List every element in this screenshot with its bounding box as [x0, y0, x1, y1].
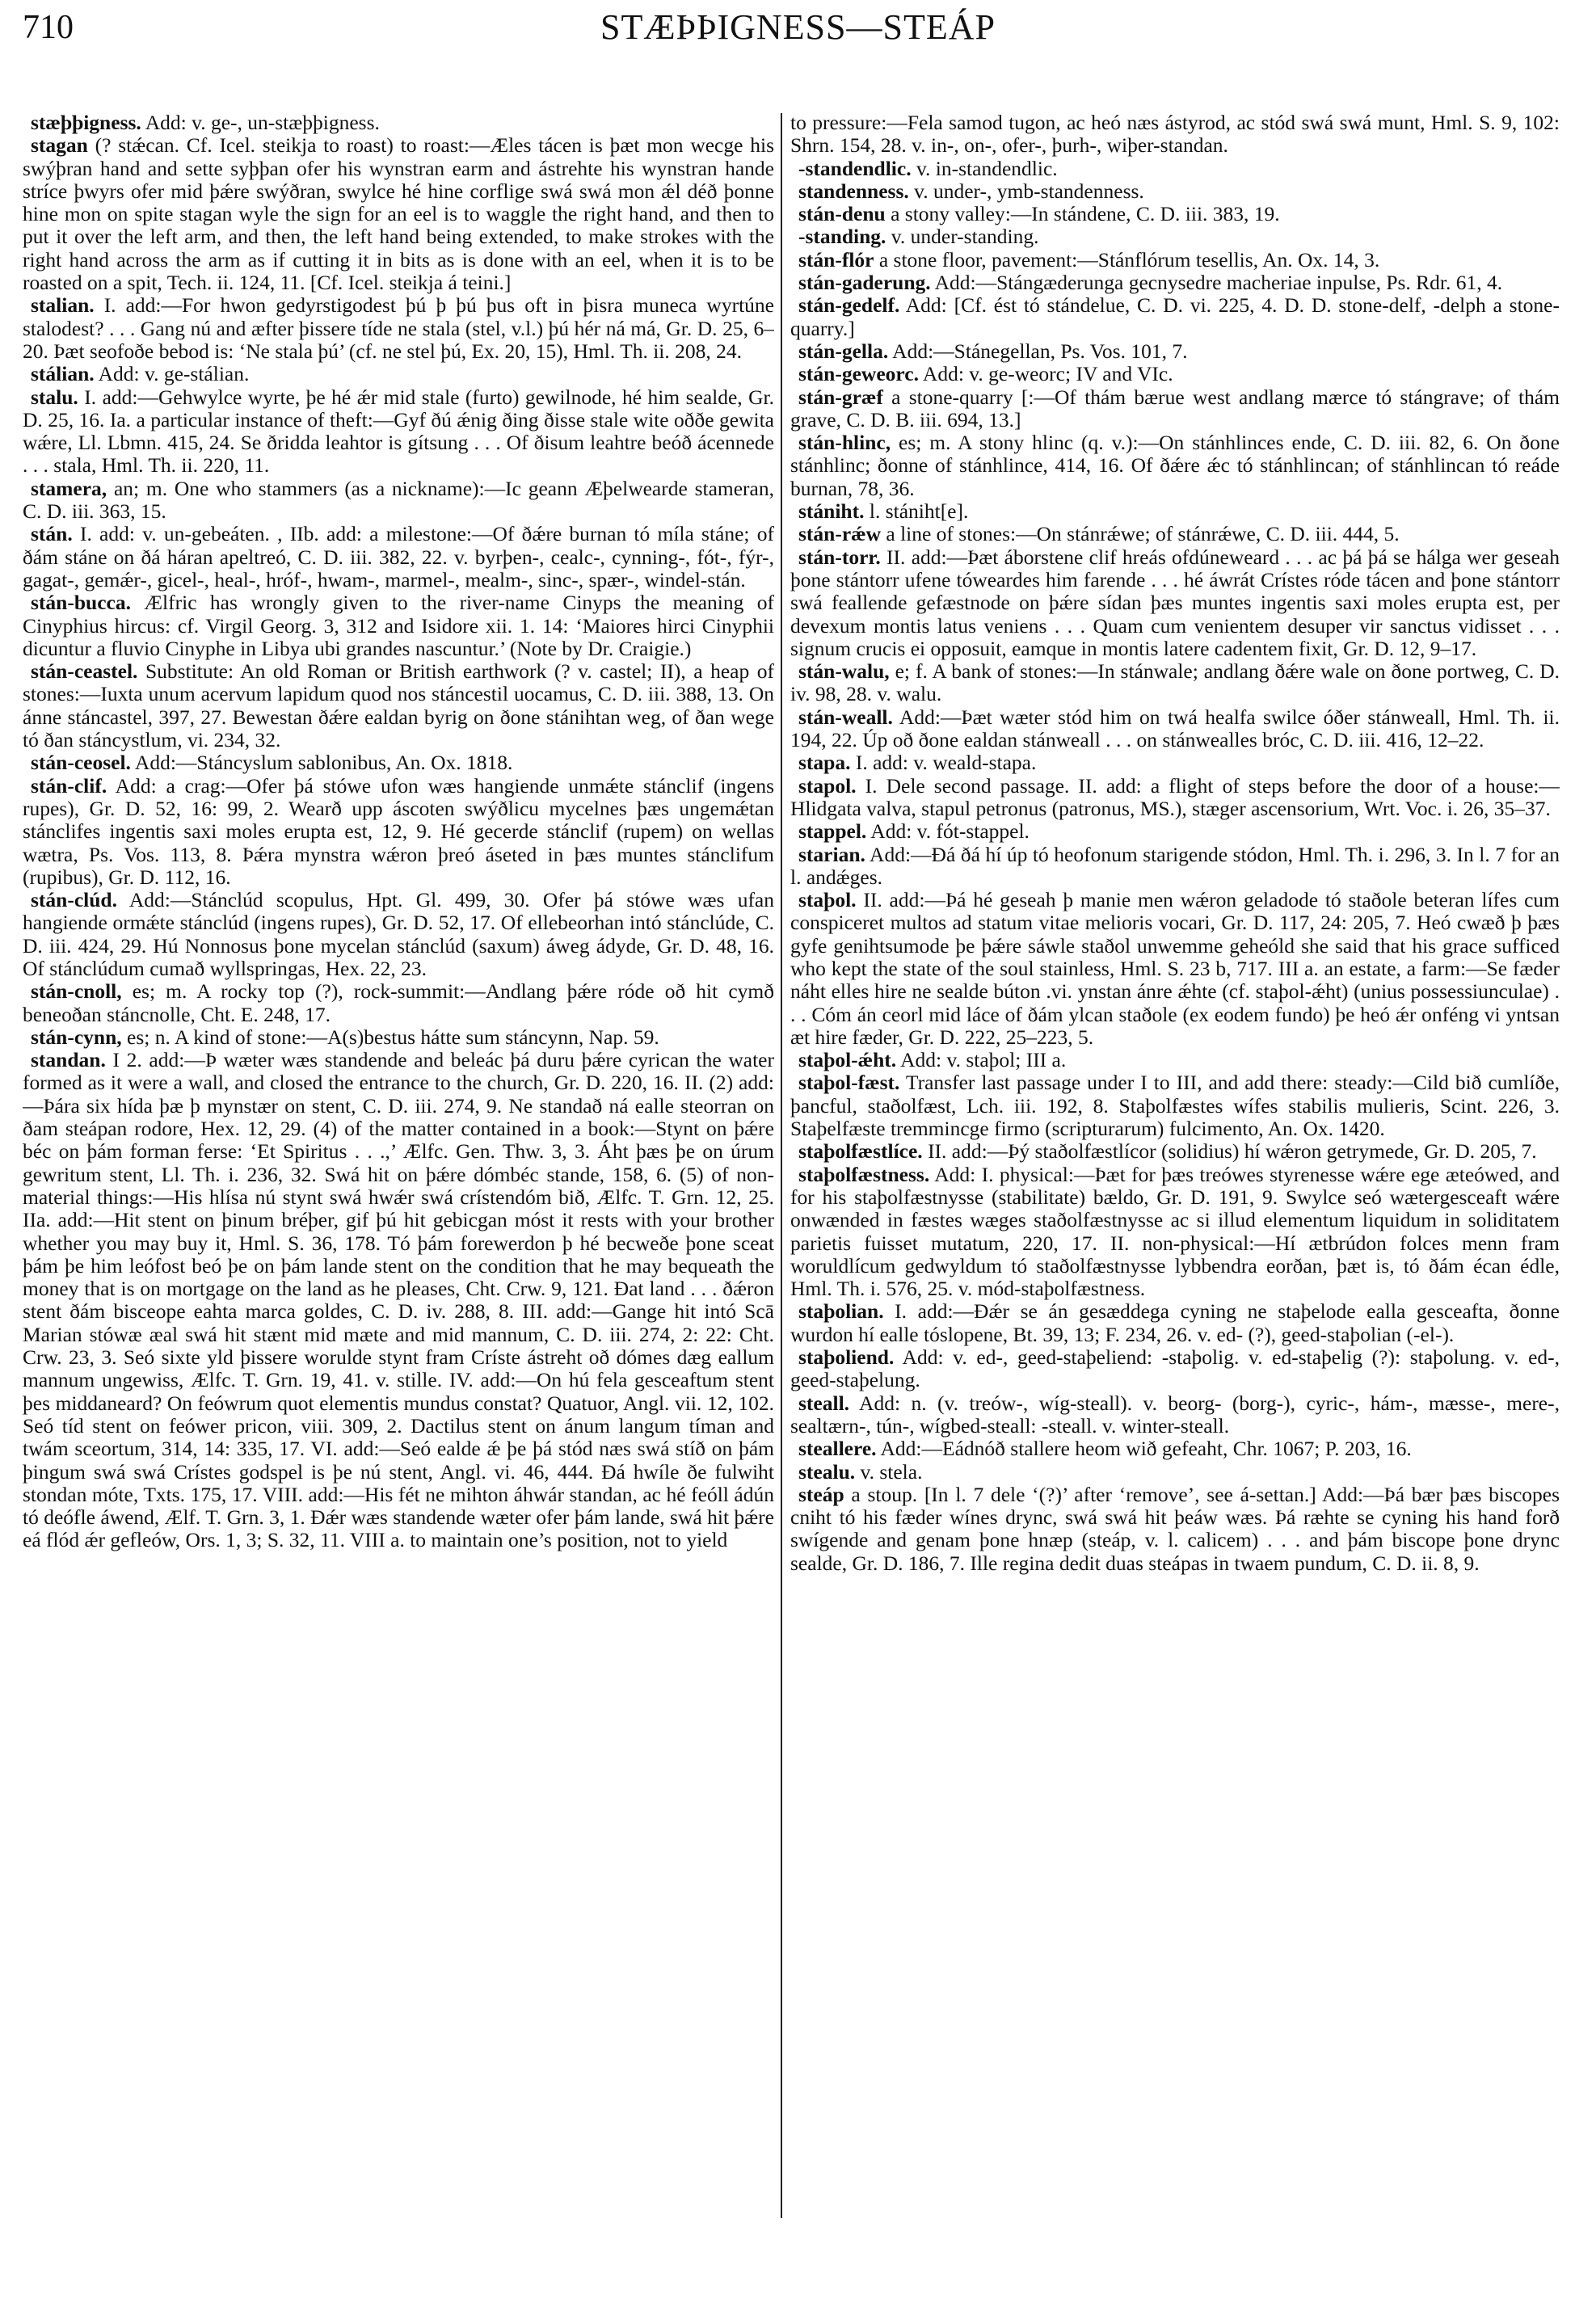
entry-body: Add: I. physical:—Þæt for þæs treówes styrenesse wǽre ege æteówed, and for his staþolfæstnysse (stabilitate) bældo, Gr. D. 191, 9. Swylce seó wætergesceaft wǽre onwænded in fæstes wæges staðolfæstnysse ac si illud elementum liquidum in soliditatem parietis fuisset mutatum, 220, 17. II. non-physical:—Hí ætbrúdon folces menn fram woruldlícum gedwyldum tó staðolfæstnysse lybbendra eorðan, þæt is, tó ðám écan édle, Hml. Th. i. 576, 25. v. mód-staþolfæstness.: [790, 1162, 1560, 1301]
dictionary-entry: [790, 1140, 1560, 1163]
entry-headword: stán-ceosel.: [31, 751, 131, 775]
dictionary-entry: [790, 294, 1560, 340]
entry-headword: staþol.: [798, 888, 857, 912]
entry-headword: standan.: [31, 1048, 106, 1072]
entry-headword: stán-geweorc.: [798, 362, 919, 386]
entry-headword: stán-gedelf.: [798, 293, 900, 318]
entry-body: Add: [Cf. ést tó stándelue, C. D. vi. 225, 4. D. D. stone-delf, -delph a stone-quarry.]: [790, 293, 1560, 340]
entry-headword: staþol-fæst.: [798, 1071, 900, 1095]
dictionary-entry: [790, 820, 1560, 843]
entry-body: a stony valley:—In stándene, C. D. iii. 383, 19.: [885, 202, 1280, 226]
dictionary-entry: [790, 225, 1560, 248]
entry-headword: stæþþigness.: [31, 112, 141, 134]
dictionary-entry: [23, 1026, 774, 1049]
dictionary-entry: [790, 546, 1560, 660]
dictionary-entry: [790, 1484, 1560, 1575]
entry-body: II. add:—Þá hé geseah þ manie men wǽron geladode tó staðole beteran lífes cum conspiceret multos ad statum vitae melioris vocari, Gr. D. 117, 24: 205, 7. Heó cwæð þ þæs gyfe genihtsumode þe þǽre sáwle staðol unwemme geheóld she said that his grace sufficed who kept the state of the soul stainless, Hml. S. 23 b, 717. III a. an estate, a farm:—Se fæder náht elles hire ne sealde búton .vi. ynstan ánre ǽhte (cf. staþol-ǽht) (unius possessiunculae) . . . Cóm án ceorl mid láce of ðám ylcan staðole (ex eodem fundo) þe heó ǽr onféng vi yntsan æt hire fæder, Gr. D. 222, 25–223, 5.: [790, 888, 1560, 1049]
entry-body: v. in-standendlic.: [911, 156, 1058, 180]
entry-body: Add:—Þæt wæter stód him on twá healfa swilce óðer stánweall, Hml. Th. ii. 194, 22. Úp oð ðone ealdan stánweall . . . on stánwealles bróc, C. D. iii. 416, 12–22.: [790, 705, 1560, 752]
dictionary-entry: [790, 844, 1560, 890]
entry-headword: stapa.: [798, 751, 851, 775]
entry-headword: staþol-ǽht.: [798, 1048, 897, 1072]
entry-headword: staþolfæstness.: [798, 1162, 930, 1186]
right-column: [790, 112, 1560, 2295]
entry-body: I. add:—Ðǽr se án gesæddega cyning ne staþelode ealla gesceafta, ðonne wurdon hí ealle tóslopene, Bt. 39, 13; F. 234, 26. v. ed- (?), geed-staþolian (-el-).: [790, 1299, 1560, 1346]
entry-headword: stán-clif.: [31, 773, 107, 798]
entry-headword: standenness.: [798, 179, 909, 203]
dictionary-entry: [23, 751, 774, 774]
entry-body: Add: v. ge-, un-stæþþigness.: [141, 112, 380, 134]
dictionary-entry: [790, 158, 1560, 180]
entry-body: Add: a crag:—Ofer þá stówe ufon wæs hangiende unmǽte stánclif (ingens rupes), Gr. D. 52, 16: 99, 2. Wearð upp áscoten swýðlicu mycelnes þæs ungemǽtan stánclifes ingentis saxi moles erupta est, 12, 9. Hé gecerde stánclif (rupem) on wellas wætra, Ps. Vos. 113, 8. Þǽra mynstra wǽron þreó áseted in þæs muntes stánclifum (rupibus), Gr. D. 112, 16.: [23, 773, 774, 889]
dictionary-entry: [790, 1164, 1560, 1301]
entry-body: v. stela.: [855, 1459, 923, 1484]
entry-body: Add:—Ðá ðá hí úp tó heofonum starigende stódon, Hml. Th. i. 296, 3. In l. 7 for an l. andǽges.: [790, 842, 1560, 889]
entry-headword: stán-cynn,: [31, 1025, 122, 1049]
dictionary-entry: [790, 431, 1560, 500]
entry-body: a stone floor, pavement:—Stánflórum tesellis, An. Ox. 14, 3.: [874, 247, 1380, 272]
entry-headword: -standing.: [798, 225, 886, 249]
entry-headword: stán.: [31, 522, 73, 546]
dictionary-entry: [23, 112, 774, 134]
dictionary-entry: [790, 1071, 1560, 1140]
entry-body: Substitute: An old Roman or British earthwork (? v. castel; II), a heap of stones:—Iuxta unum acervum lapidum quod nos stáncestil uocamus, C. D. iii. 388, 13. On ánne stáncastel, 397, 27. Bewestan ðǽre ealdan byrig on ðone stánihtan weg, of ðan wege tó ðan stáncystlum, vi. 234, 32.: [23, 659, 774, 752]
page-number: 710: [23, 9, 74, 46]
dictionary-entry: [790, 751, 1560, 774]
entry-headword: stapol.: [798, 773, 857, 798]
entry-body: I. add: v. un-gebeáten. , IIb. add: a milestone:—Of ðǽre burnan tó míla stáne; of ðám stáne on ðá háran apeltreó, C. D. iii. 382, 22. v. byrþen-, cealc-, cynning-, fót-, fýr-, gagat-, gemǽr-, gicel-, heal-, hróf-, hwam-, marmel-, mealm-, sinc-, spær-, windel-stán.: [23, 522, 774, 591]
dictionary-entry: [790, 1346, 1560, 1392]
dictionary-entry: [23, 591, 774, 660]
entry-body: I. add: v. weald-stapa.: [850, 751, 1037, 775]
entry-headword: -standendlic.: [798, 156, 912, 180]
entry-body: Add: v. fót-stappel.: [866, 819, 1030, 844]
entry-body: e; f. A bank of stones:—In stánwale; andlang ðǽre wale on ðone portweg, C. D. iv. 98, 28. v. walu.: [790, 659, 1560, 706]
entry-body: Add:—Eádnóð stallere heom wið gefeaht, Chr. 1067; P. 203, 16.: [876, 1437, 1412, 1461]
entry-headword: staþoliend.: [798, 1345, 895, 1370]
entry-body: a stone-quarry [:—Of thám bærue west andlang mærce tó stángrave; of thám grave, C. D. B. iii. 694, 13.]: [790, 385, 1560, 431]
entry-headword: stealu.: [798, 1459, 856, 1484]
dictionary-entry: [790, 500, 1560, 523]
entry-body: I 2. add:—Þ wæter wæs standende and beleác þá duru þǽre cyrican the water formed as it were a wall, and closed the entrance to the church, Gr. D. 220, 16. II. (2) add:—Þára six hída þæ þ mynstær on stent, C. D. iii. 274, 9. Ne standað ná ealle steorran on ðam steápan rodore, Hex. 12, 29. (4) of the matter contained in a book:—Stynt on þǽre béc on þám forman ferse: ‘Et Spiritus . . .,’ Ælfc. Gen. Thw. 3, 3. Áht þæs þe on úrum gewritum stent, Ll. Th. i. 236, 32. Swá hit on þǽre dómbéc stande, 158, 6. (5) of non-material things:—His hlísa nú stynt swá hwǽr swá crístendóm bið, Ælfc. T. Grn. 12, 25. IIa. add:—Hit stent on þinum bréþer, gif þú hit gebicgan móst it rests with your brother whether you may buy it, Hml. S. 36, 178. Tó þám forewerdon þ hé becweðe þone sceat þám þe him leófost beó þe on þám lande stent on the condition that he may bequeath the money that is on mortgage on the land as he pleases, Cht. Crw. 9, 121. Ðat land . . . ðǽron stent ðám bisceope eahta marca goldes, C. D. iv. 288, 8. III. add:—Gange hit intó Scā Marian stówæ æal swá hit stænt mid mæte and mid mannum, C. D. iii. 274, 2: 22: Cht. Crw. 23, 3. Seó sixte yld þissere worulde stynt fram Críste ástreht oð dómes dæg eallum mannum ungewiss, Ælfc. T. Grn. 19, 41. v. stille. IV. add:—On hú fela gesceaftum stent þes middaneard? On feówrum quot elementis mundus constat? Quatuor, Angl. vii. 12, 102. Seó tíd stent on feówer pricon, viii. 309, 2. Dactilus stent on ánum langum tíman and twám sceortum, 314, 14: 335, 17. VI. add:—Seó ealde ǽ þe þá stód næs swá stíð on þám þingum swá swá Crístes godspel is þe nú stent, Angl. vi. 46, 444. Ðá hwíle ðe fulwiht stondan móte, Txts. 175, 17. VIII. add:—His fét ne mihton áhwár standan, ac hé feóll ádún tó deófle áwend, Ælf. T. Grn. 3, 1. Ðǽr wæs standende wæter ofer þám lande, swá hit þǽre eá flód ǽr gefleów, Ors. 1, 3; S. 32, 11. VIII a. to maintain one’s position, not to yield: [23, 1048, 774, 1552]
entry-body: Add:—Stáncyslum sablonibus, An. Ox. 1818.: [130, 751, 513, 775]
entry-body: es; m. A stony hlinc (q. v.):—On stánhlinces ende, C. D. iii. 82, 6. On ðone stánhlinc; ðonne of stánhlince, 414, 16. Of ðǽre ǽc tó stánhlincan; of stánhlincan tó reáde burnan, 78, 36.: [790, 431, 1560, 500]
dictionary-entry: [790, 706, 1560, 752]
entry-body: Add: v. ed-, geed-staþeliend: -staþolig. v. ed-staþelig (?): staþolung. v. ed-, geed-staþelung.: [790, 1345, 1560, 1392]
entry-headword: staþolfæstlíce.: [798, 1139, 923, 1164]
dictionary-entry: [23, 889, 774, 980]
entry-headword: starian.: [798, 842, 865, 866]
entry-body: Add:—Stángæderunga gecnysedre macheriae inpulse, Ps. Rdr. 61, 4.: [930, 271, 1503, 295]
entry-body: Ælfric has wrongly given to the river-name Cinyps the meaning of Cinyphius hircus: cf. Virgil Georg. 3, 312 and Isidore xii. 1. 14: ‘Maiores hirci Cinyphii dicuntur a fluvio Cinyphe in Libya ubi grandes nascuntur.’ (Note by Dr. Craigie.): [23, 591, 774, 660]
entry-headword: stán-weall.: [798, 705, 893, 729]
dictionary-entry: [790, 180, 1560, 203]
entry-body: to pressure:—Fela samod tugon, ac heó næs ástyrod, ac stód swá swá munt, Hml. S. 9, 102: Shrn. 154, 28. v. in-, on-, ofer-, þurh-, wiþer-standan.: [790, 112, 1560, 158]
entry-headword: steallere.: [798, 1437, 877, 1461]
dictionary-entry: [790, 660, 1560, 706]
dictionary-entry: [790, 1438, 1560, 1460]
entry-body: v. under-standing.: [886, 225, 1039, 249]
dictionary-entry: [790, 112, 1560, 158]
entry-headword: stán-torr.: [798, 545, 881, 569]
entry-headword: stálian.: [31, 362, 95, 386]
entry-body: Add:—Stánclúd scopulus, Hpt. Gl. 499, 30. Ofer þá stówe wæs ufan hangiende ormǽte stánclúd (ingens rupes), Gr. D. 52, 17. Of ellebeorhan intó stánclúde, C. D. iii. 424, 29. Hú Nonnosus þone mycelan stánclúd (saxum) áweg ádyde, Gr. D. 48, 16. Of stánclúdum cumað wyllspringas, Hex. 22, 23.: [23, 888, 774, 980]
entry-body: Add: n. (v. treów-, wíg-steall). v. beorg- (borg-), cyric-, hám-, mæsse-, mere-, sealtærn-, tún-, wígbed-steall: -steall. v. winter-steall.: [790, 1391, 1560, 1438]
dictionary-entry: [790, 203, 1560, 225]
entry-body: an; m. One who stammers (as a nickname):—Ic geann Æþelwearde stameran, C. D. iii. 363, 15.: [23, 476, 774, 524]
dictionary-entry: [23, 523, 774, 591]
entry-headword: stániht.: [798, 499, 865, 524]
dictionary-entry: [23, 386, 774, 478]
entry-headword: stagan: [31, 133, 88, 158]
entry-body: (? stǽcan. Cf. Icel. steikja to roast) to roast:—Æles tácen is þæt mon wecge his swýþran hand and sette syþþan ofer his wynstran earm and ástrehte his wynstran hande stríce þwyrs ofer mid þǽre swýðran, swylce hé hine corflige swá swá mon ǽl déð þonne hine mon on spite stagan wyle the sign for an eel is to waggle the right hand, and then to put it over the left arm, and then, the left hand being extended, to make strokes with the right hand across the arm as if cutting it in bits as is done with an eel, when it is to be roasted on a spit, Tech. ii. 124, 11. [Cf. Icel. steikja á teini.]: [23, 133, 774, 295]
entry-headword: stán-rǽw: [798, 522, 881, 546]
entry-body: Add: v. ge-stálian.: [94, 362, 250, 386]
entry-headword: stán-denu: [798, 202, 886, 226]
dictionary-entry: [23, 1049, 774, 1552]
entry-headword: stán-græf: [798, 385, 883, 409]
dictionary-entry: [790, 363, 1560, 385]
column-divider: [781, 113, 782, 2218]
entry-headword: steáp: [798, 1482, 844, 1506]
entry-body: es; m. A rocky top (?), rock-summit:—Andlang þǽre róde oð hit cymð beneoðan stáncnolle, Cht. E. 248, 17.: [23, 979, 774, 1026]
entry-headword: stalu.: [31, 385, 78, 409]
running-title: STÆÞÞIGNESS—STEÁP: [600, 7, 996, 47]
dictionary-entry: [790, 775, 1560, 821]
entry-headword: stán-hlinc,: [798, 431, 891, 455]
dictionary-entry: [790, 249, 1560, 272]
entry-headword: stán-flór: [798, 247, 874, 272]
entry-body: I. add:—Gehwylce wyrte, þe hé ǽr mid stale (furto) gewilnode, hé him sealde, Gr. D. 25, 16. Ia. a particular instance of theft:—Gyf ðú ǽnig ðing ðisse stale wite oððe gewita wǽre, Ll. Lbmn. 415, 24. Se ðridda leahtor is gítsung . . . Of ðisum leahtre beóð ácennede . . . stala, Hml. Th. ii. 220, 11.: [23, 385, 774, 478]
entry-body: es; n. A kind of stone:—A(s)bestus hátte sum stáncynn, Nap. 59.: [121, 1025, 659, 1049]
dictionary-entry: [790, 340, 1560, 363]
left-column: [23, 112, 774, 2295]
entry-headword: stán-bucca.: [31, 591, 131, 615]
entry-body: I. add:—For hwon gedyrstigodest þú þ þú þus oft in þisra muneca wyrtúne stalodest? . . . Gang nú and æfter þissere tíde ne stala (stel, v.l.) þú hér ná má, Gr. D. 25, 6–20. Þæt seofoðe bebod is: ‘Ne stala þú’ (cf. ne stel þú, Ex. 20, 15), Hml. Th. ii. 208, 24.: [23, 293, 774, 363]
entry-body: Add:—Stánegellan, Ps. Vos. 101, 7.: [888, 339, 1188, 363]
entry-body: a stoup. [In l. 7 dele ‘(?)’ after ‘remove’, see á-settan.] Add:—Þá bær þæs biscopes cniht tó his fæder wínes drync, swá swá hit þeáw wæs. Þá ræhte se cyning his hand forð swígende and genam þone hnæp (steáp, v. l. calicem) . . . and þám biscope þone drync sealde, Gr. D. 186, 7. Ille regina dedit duas steápas in twaem pundum, C. D. ii. 8, 9.: [790, 1482, 1560, 1575]
entry-headword: stappel.: [798, 819, 867, 844]
entry-headword: stán-ceastel.: [31, 659, 138, 684]
entry-headword: staþolian.: [798, 1299, 884, 1324]
dictionary-entry: [790, 1049, 1560, 1071]
entry-body: Transfer last passage under I to III, and add there: steady:—Cild bið cumlíðe, þancful, staðolfæst, Lch. iii. 192, 8. Staþolfæstes wífes stabilis mulieris, Scint. 226, 3. Staþelfæste tremmincge firmo (scripturarum) fulcimento, An. Ox. 1420.: [790, 1071, 1560, 1141]
entry-body: I. Dele second passage. II. add: a flight of steps before the door of a house:—Hlidgata valva, stapul petronus (patronus, MS.), stæger ascensorium, Wrt. Voc. i. 26, 35–37.: [790, 773, 1560, 820]
dictionary-entry: [23, 363, 774, 385]
entry-headword: stán-gella.: [798, 339, 889, 363]
entry-headword: stamera,: [31, 476, 107, 500]
entry-headword: steall.: [798, 1391, 850, 1415]
dictionary-entry: [23, 134, 774, 294]
dictionary-entry: [790, 386, 1560, 432]
dictionary-entry: [790, 523, 1560, 545]
dictionary-entry: [790, 1461, 1560, 1484]
dictionary-entry: [790, 272, 1560, 294]
entry-body: II. add:—Þæt áborstene clif hreás ofdúneweard . . . ac þá þá se hálga wer geseah þone stántorr ufene tóweardes him farende . . . hé áwrát Crístes róde tácen and þone stántorr swá feallende gefæstnode on þǽre sídan þæs muntes ingentis saxi moles erupta est, per devexum montis latus veniens . . . Quam cum venientem desuper vir sanctus vidisset . . . signum crucis ei opposuit, eamque in montis latere cadentem fixit, Gr. D. 12, 9–17.: [790, 545, 1560, 660]
entry-headword: stán-gaderung.: [798, 271, 931, 295]
entry-body: II. add:—Þý staðolfæstlícor (solidius) hí wǽron getrymede, Gr. D. 205, 7.: [922, 1139, 1537, 1164]
dictionary-entry: [23, 980, 774, 1026]
entry-headword: stalian.: [31, 293, 95, 318]
entry-headword: stán-walu,: [798, 659, 890, 684]
dictionary-entry: [790, 889, 1560, 1049]
dictionary-entry: [23, 294, 774, 363]
entry-headword: stán-cnoll,: [31, 979, 122, 1004]
dictionary-entry: [23, 775, 774, 889]
entry-body: v. under-, ymb-standenness.: [908, 179, 1144, 203]
entry-body: a line of stones:—On stánrǽwe; of stánrǽwe, C. D. iii. 444, 5.: [881, 522, 1400, 546]
dictionary-entry: [790, 1300, 1560, 1346]
entry-body: l. stániht[e].: [864, 499, 969, 524]
dictionary-entry: [790, 1392, 1560, 1438]
dictionary-entry: [23, 478, 774, 524]
entry-headword: stán-clúd.: [31, 888, 117, 912]
dictionary-entry: [23, 660, 774, 751]
entry-body: Add: v. ge-weorc; IV and VIc.: [918, 362, 1173, 386]
entry-body: Add: v. staþol; III a.: [896, 1048, 1067, 1072]
